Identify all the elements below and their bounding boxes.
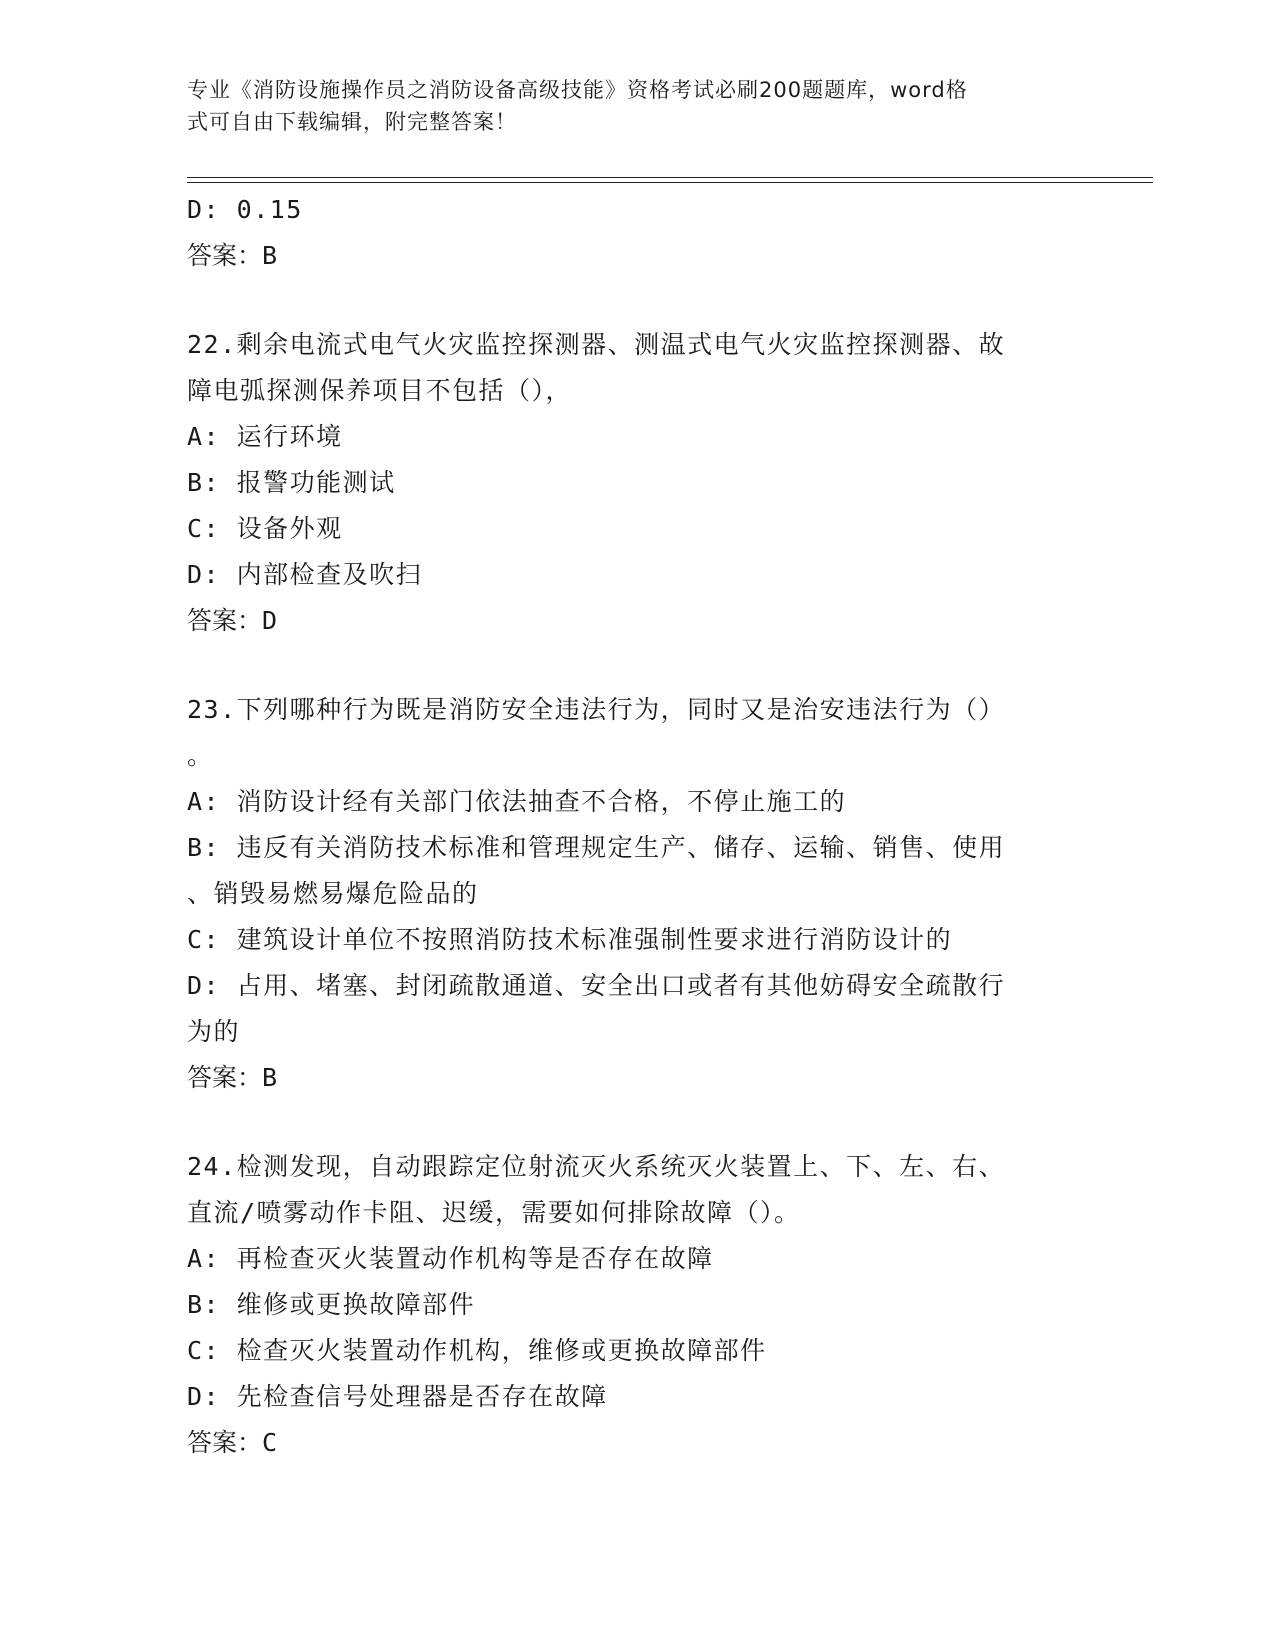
option-d-continued: 为的 bbox=[187, 1017, 241, 1046]
option-b: B: 报警功能测试 bbox=[187, 468, 396, 497]
option-a: A: 再检查灭火装置动作机构等是否存在故障 bbox=[187, 1244, 714, 1273]
answer-line bbox=[187, 598, 1067, 644]
answer-value: D bbox=[262, 606, 278, 635]
answer-label: 答案： bbox=[187, 1063, 263, 1092]
option-b-continued: 、销毁易燃易爆危险品的 bbox=[187, 879, 479, 908]
option-c: C: 建筑设计单位不按照消防技术标准强制性要求进行消防设计的 bbox=[187, 925, 953, 954]
option-a: A: 运行环境 bbox=[187, 422, 343, 451]
option-d: D: 占用、堵塞、封闭疏散通道、安全出口或者有其他妨碍安全疏散行 bbox=[187, 971, 1006, 1000]
answer-line bbox=[187, 233, 1067, 279]
option-b: B: 违反有关消防技术标准和管理规定生产、储存、运输、销售、使用 bbox=[187, 833, 1006, 862]
question-stem-line: 22.剩余电流式电气火灾监控探测器、测温式电气火灾监控探测器、故 bbox=[187, 330, 1006, 359]
answer-label: 答案： bbox=[187, 606, 263, 635]
option-c: C: 设备外观 bbox=[187, 514, 343, 543]
answer-line bbox=[187, 1055, 1067, 1101]
document-body bbox=[187, 187, 1067, 1466]
option-d: D: 0.15 bbox=[187, 195, 303, 224]
question-stem-line: 23.下列哪种行为既是消防安全违法行为，同时又是治安违法行为（） bbox=[187, 695, 1006, 724]
question-23 bbox=[187, 687, 1067, 1101]
option-c: C: 检查灭火装置动作机构，维修或更换故障部件 bbox=[187, 1336, 767, 1365]
answer-value: B bbox=[262, 1063, 278, 1092]
header-divider bbox=[187, 182, 1153, 183]
question-stem-line: 障电弧探测保养项目不包括（）， bbox=[187, 376, 573, 405]
option-d: D: 内部检查及吹扫 bbox=[187, 560, 423, 589]
answer-line bbox=[187, 1420, 1067, 1466]
header-divider bbox=[187, 177, 1153, 178]
question-stem-line: 直流/喷雾动作卡阻、迟缓，需要如何排除故障（）。 bbox=[187, 1198, 801, 1227]
document-header bbox=[187, 74, 1067, 138]
question-24 bbox=[187, 1144, 1067, 1466]
question-stem-line: 24.检测发现，自动跟踪定位射流灭火系统灭火装置上、下、左、右、 bbox=[187, 1152, 1006, 1181]
answer-value: C bbox=[262, 1428, 278, 1457]
answer-value: B bbox=[262, 241, 278, 270]
option-a: A: 消防设计经有关部门依法抽查不合格，不停止施工的 bbox=[187, 787, 847, 816]
option-b: B: 维修或更换故障部件 bbox=[187, 1290, 476, 1319]
header-line: 专业《消防设施操作员之消防设备高级技能》资格考试必刷200题题库，word格 bbox=[187, 78, 968, 102]
question-stem-line: 。 bbox=[187, 741, 214, 770]
previous-question-tail bbox=[187, 187, 1067, 279]
option-d: D: 先检查信号处理器是否存在故障 bbox=[187, 1382, 608, 1411]
answer-label: 答案： bbox=[187, 241, 263, 270]
answer-label: 答案： bbox=[187, 1428, 263, 1457]
question-22 bbox=[187, 322, 1067, 644]
header-line: 式可自由下载编辑，附完整答案！ bbox=[187, 110, 517, 134]
